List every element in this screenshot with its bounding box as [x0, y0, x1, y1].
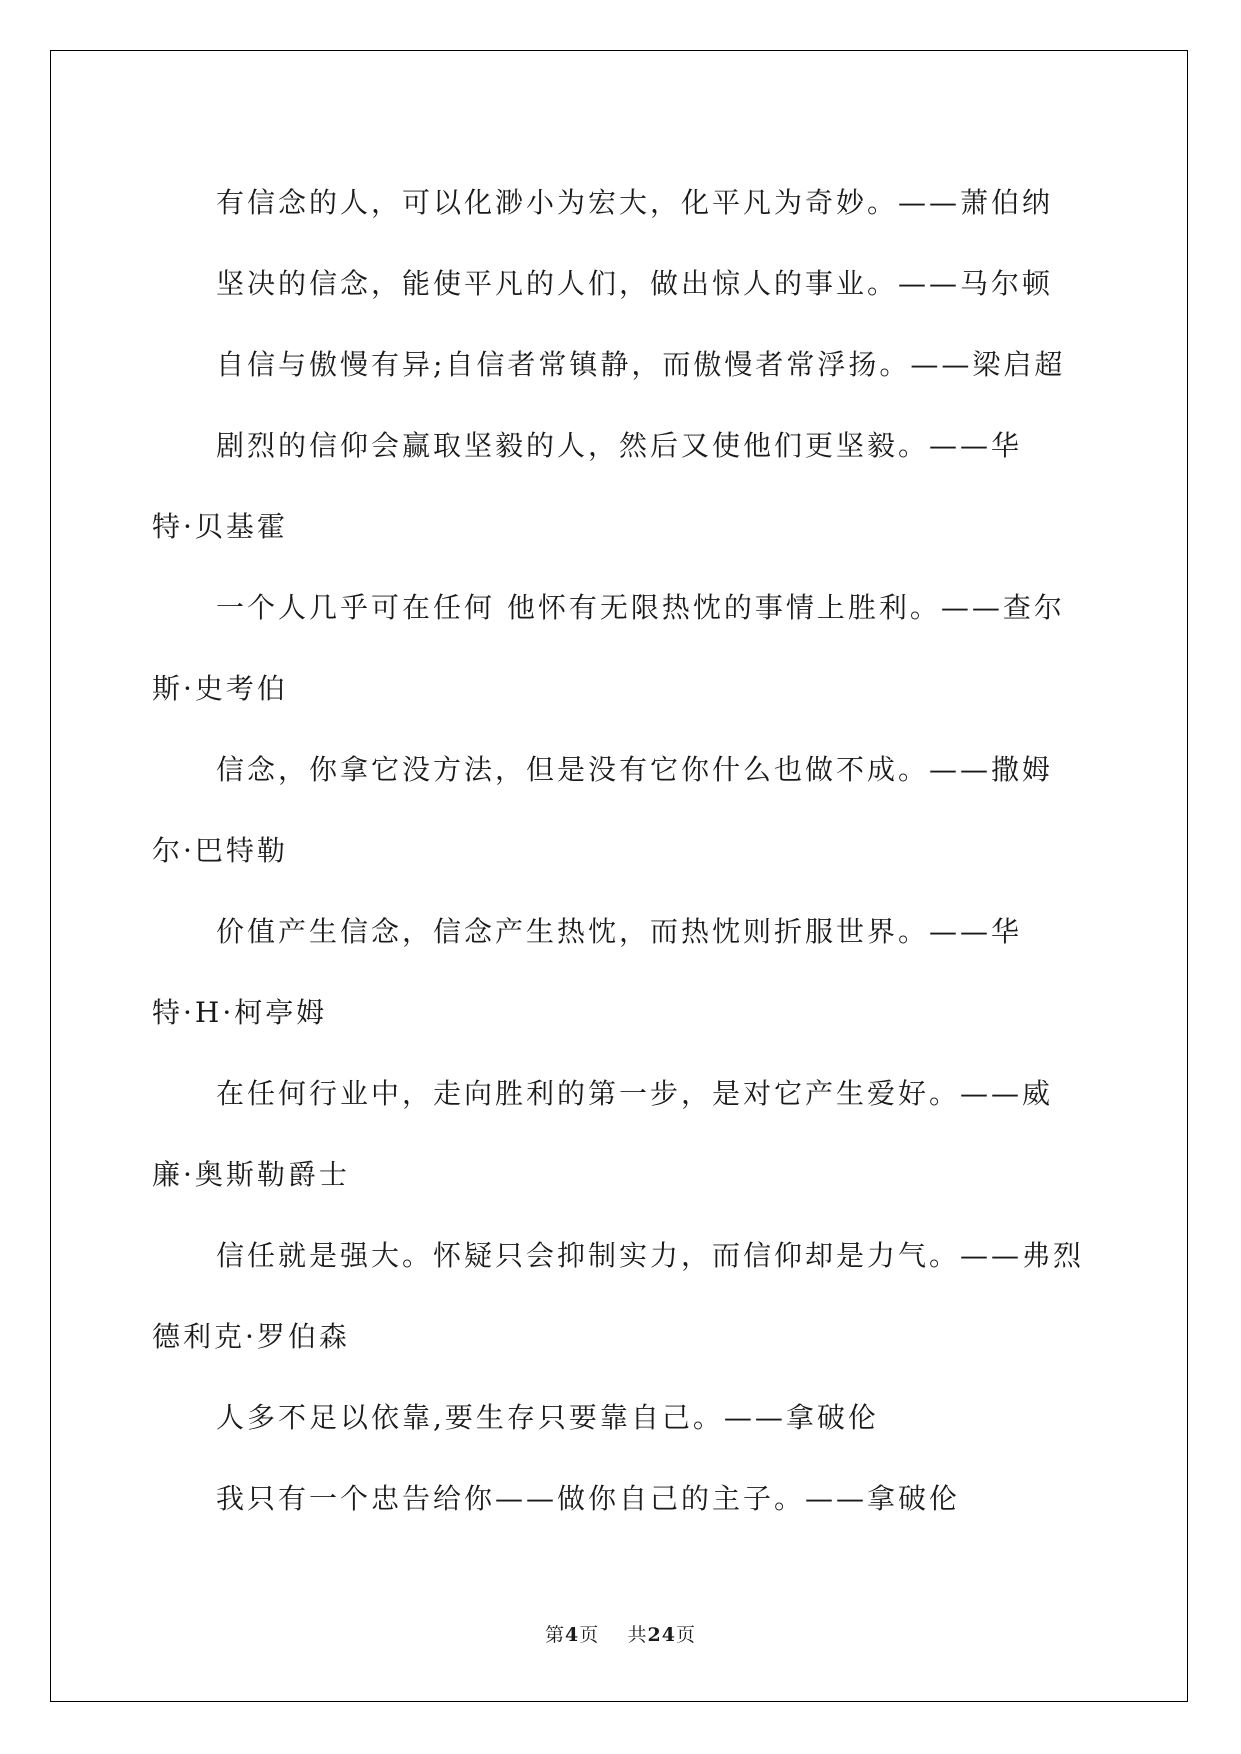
- quote-paragraph: [152, 729, 1092, 891]
- quote-line: 信念，你拿它没方法，但是没有它你什么也做不成。——撒姆: [216, 753, 1054, 786]
- document-body: [152, 162, 1092, 1539]
- quote-paragraph: [152, 1215, 1092, 1377]
- quote-line: 在任何行业中，走向胜利的第一步，是对它产生爱好。——威: [216, 1077, 1054, 1110]
- footer-prefix: 第: [545, 1624, 566, 1646]
- quote-line-continued: 斯·史考伯: [152, 672, 288, 705]
- quote-paragraph: [152, 1458, 1092, 1539]
- quote-paragraph: [152, 1053, 1092, 1215]
- footer-total-suffix: 页: [675, 1624, 696, 1646]
- quote-line: 有信念的人，可以化渺小为宏大，化平凡为奇妙。——萧伯纳: [216, 186, 1054, 219]
- quote-line-continued: 特·贝基霍: [152, 510, 288, 543]
- quote-line: 信任就是强大。怀疑只会抑制实力，而信仰却是力气。——弗烈: [216, 1239, 1085, 1272]
- footer-total-prefix: 共: [627, 1624, 648, 1646]
- quote-line: 价值产生信念，信念产生热忱，而热忱则折服世界。——华: [216, 915, 1023, 948]
- quote-line: 我只有一个忠告给你——做你自己的主子。——拿破伦: [216, 1482, 961, 1515]
- quote-line: 自信与傲慢有异;自信者常镇静，而傲慢者常浮扬。——梁启超: [216, 348, 1066, 381]
- quote-line-continued: 尔·巴特勒: [152, 834, 288, 867]
- page-footer: [0, 1620, 1241, 1647]
- quote-paragraph: [152, 891, 1092, 1053]
- quote-paragraph: [152, 162, 1092, 243]
- quote-line-continued: 德利克·罗伯森: [152, 1320, 350, 1353]
- quote-paragraph: [152, 324, 1092, 405]
- footer-page-suffix: 页: [579, 1624, 600, 1646]
- quote-line-continued: 廉·奥斯勒爵士: [152, 1158, 350, 1191]
- current-page-number: 4: [565, 1624, 580, 1646]
- quote-line-continued: 特·H·柯亭姆: [152, 996, 328, 1029]
- quote-paragraph: [152, 567, 1092, 729]
- quote-paragraph: [152, 1377, 1092, 1458]
- quote-line: 人多不足以依靠,要生存只要靠自己。——拿破伦: [216, 1401, 879, 1434]
- quote-line: 坚决的信念，能使平凡的人们，做出惊人的事业。——马尔顿: [216, 267, 1054, 300]
- quote-line: 剧烈的信仰会赢取坚毅的人，然后又使他们更坚毅。——华: [216, 429, 1023, 462]
- total-page-number: 24: [647, 1624, 676, 1646]
- quote-line: 一个人几乎可在任何 他怀有无限热忱的事情上胜利。——查尔: [216, 591, 1065, 624]
- quote-paragraph: [152, 243, 1092, 324]
- quote-paragraph: [152, 405, 1092, 567]
